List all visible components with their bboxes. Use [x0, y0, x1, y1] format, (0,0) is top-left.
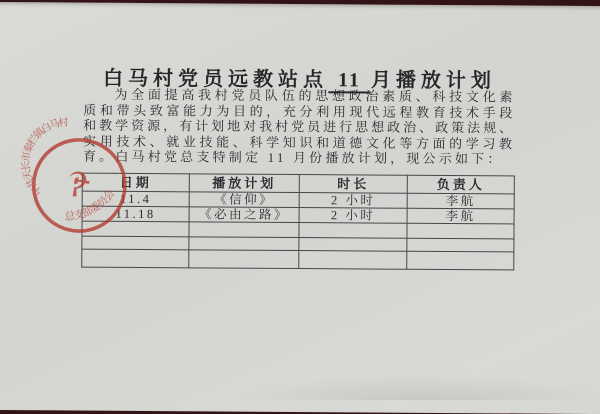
- cell-duration: 2 小时: [299, 208, 407, 224]
- intro-paragraph: [83, 87, 514, 167]
- cell-plan: [189, 237, 299, 251]
- cell-duration: 2 小时: [299, 193, 407, 209]
- cell-date: 11.18: [82, 206, 189, 222]
- paragraph-line: 质和带头致富能力为目的，充分利用现代远程教育技术手段: [83, 102, 514, 120]
- cell-duration: [299, 238, 407, 252]
- cell-plan: 《必由之路》: [189, 207, 299, 223]
- hammer-and-sickle-icon: ☭: [58, 162, 100, 207]
- cell-person: [407, 238, 514, 252]
- paragraph-line: 和教学资源，有计划地对我村党员进行思想政治、政策法规、: [83, 117, 514, 136]
- cell-date: [82, 221, 189, 237]
- title-part2: 月播放计划: [370, 69, 497, 93]
- cell-person: [407, 251, 514, 270]
- title-part1: 白马村党员远教站点: [102, 68, 329, 92]
- seal-arc-text: 中共天长市秦栏镇白马村: [20, 117, 70, 198]
- seal-bottom-text: 总支部委员会: [64, 188, 118, 224]
- title-month-number: 11: [328, 70, 371, 94]
- playback-plan-table: [81, 173, 515, 271]
- paragraph-line: 为全面提高我村党员队伍的思想政治素质、科技文化素: [114, 86, 514, 105]
- cell-person: 李航: [407, 208, 514, 224]
- table-row-empty: [82, 249, 514, 270]
- cell-duration: [299, 251, 407, 270]
- cell-plan: [189, 222, 299, 238]
- cell-date: [82, 236, 189, 250]
- cell-plan: 《信仰》: [189, 192, 299, 208]
- cell-person: [407, 223, 514, 239]
- cell-person: 李航: [407, 193, 514, 209]
- cell-date: [82, 249, 189, 268]
- col-header-person: 负责人: [407, 175, 514, 194]
- cell-duration: [299, 223, 407, 239]
- paragraph-line: 育。白马村党总支特制定 11 月份播放计划，现公示如下：: [82, 148, 504, 167]
- col-header-plan: 播放计划: [189, 174, 299, 193]
- paper-sheet: [0, 2, 600, 414]
- col-header-duration: 时长: [299, 175, 407, 194]
- cell-date: 11.4: [82, 191, 189, 207]
- cell-plan: [189, 250, 299, 269]
- paragraph-line: 实用技术、就业技能、科学知识和道德文化等方面的学习教: [83, 133, 514, 151]
- col-header-date: 日期: [82, 173, 189, 192]
